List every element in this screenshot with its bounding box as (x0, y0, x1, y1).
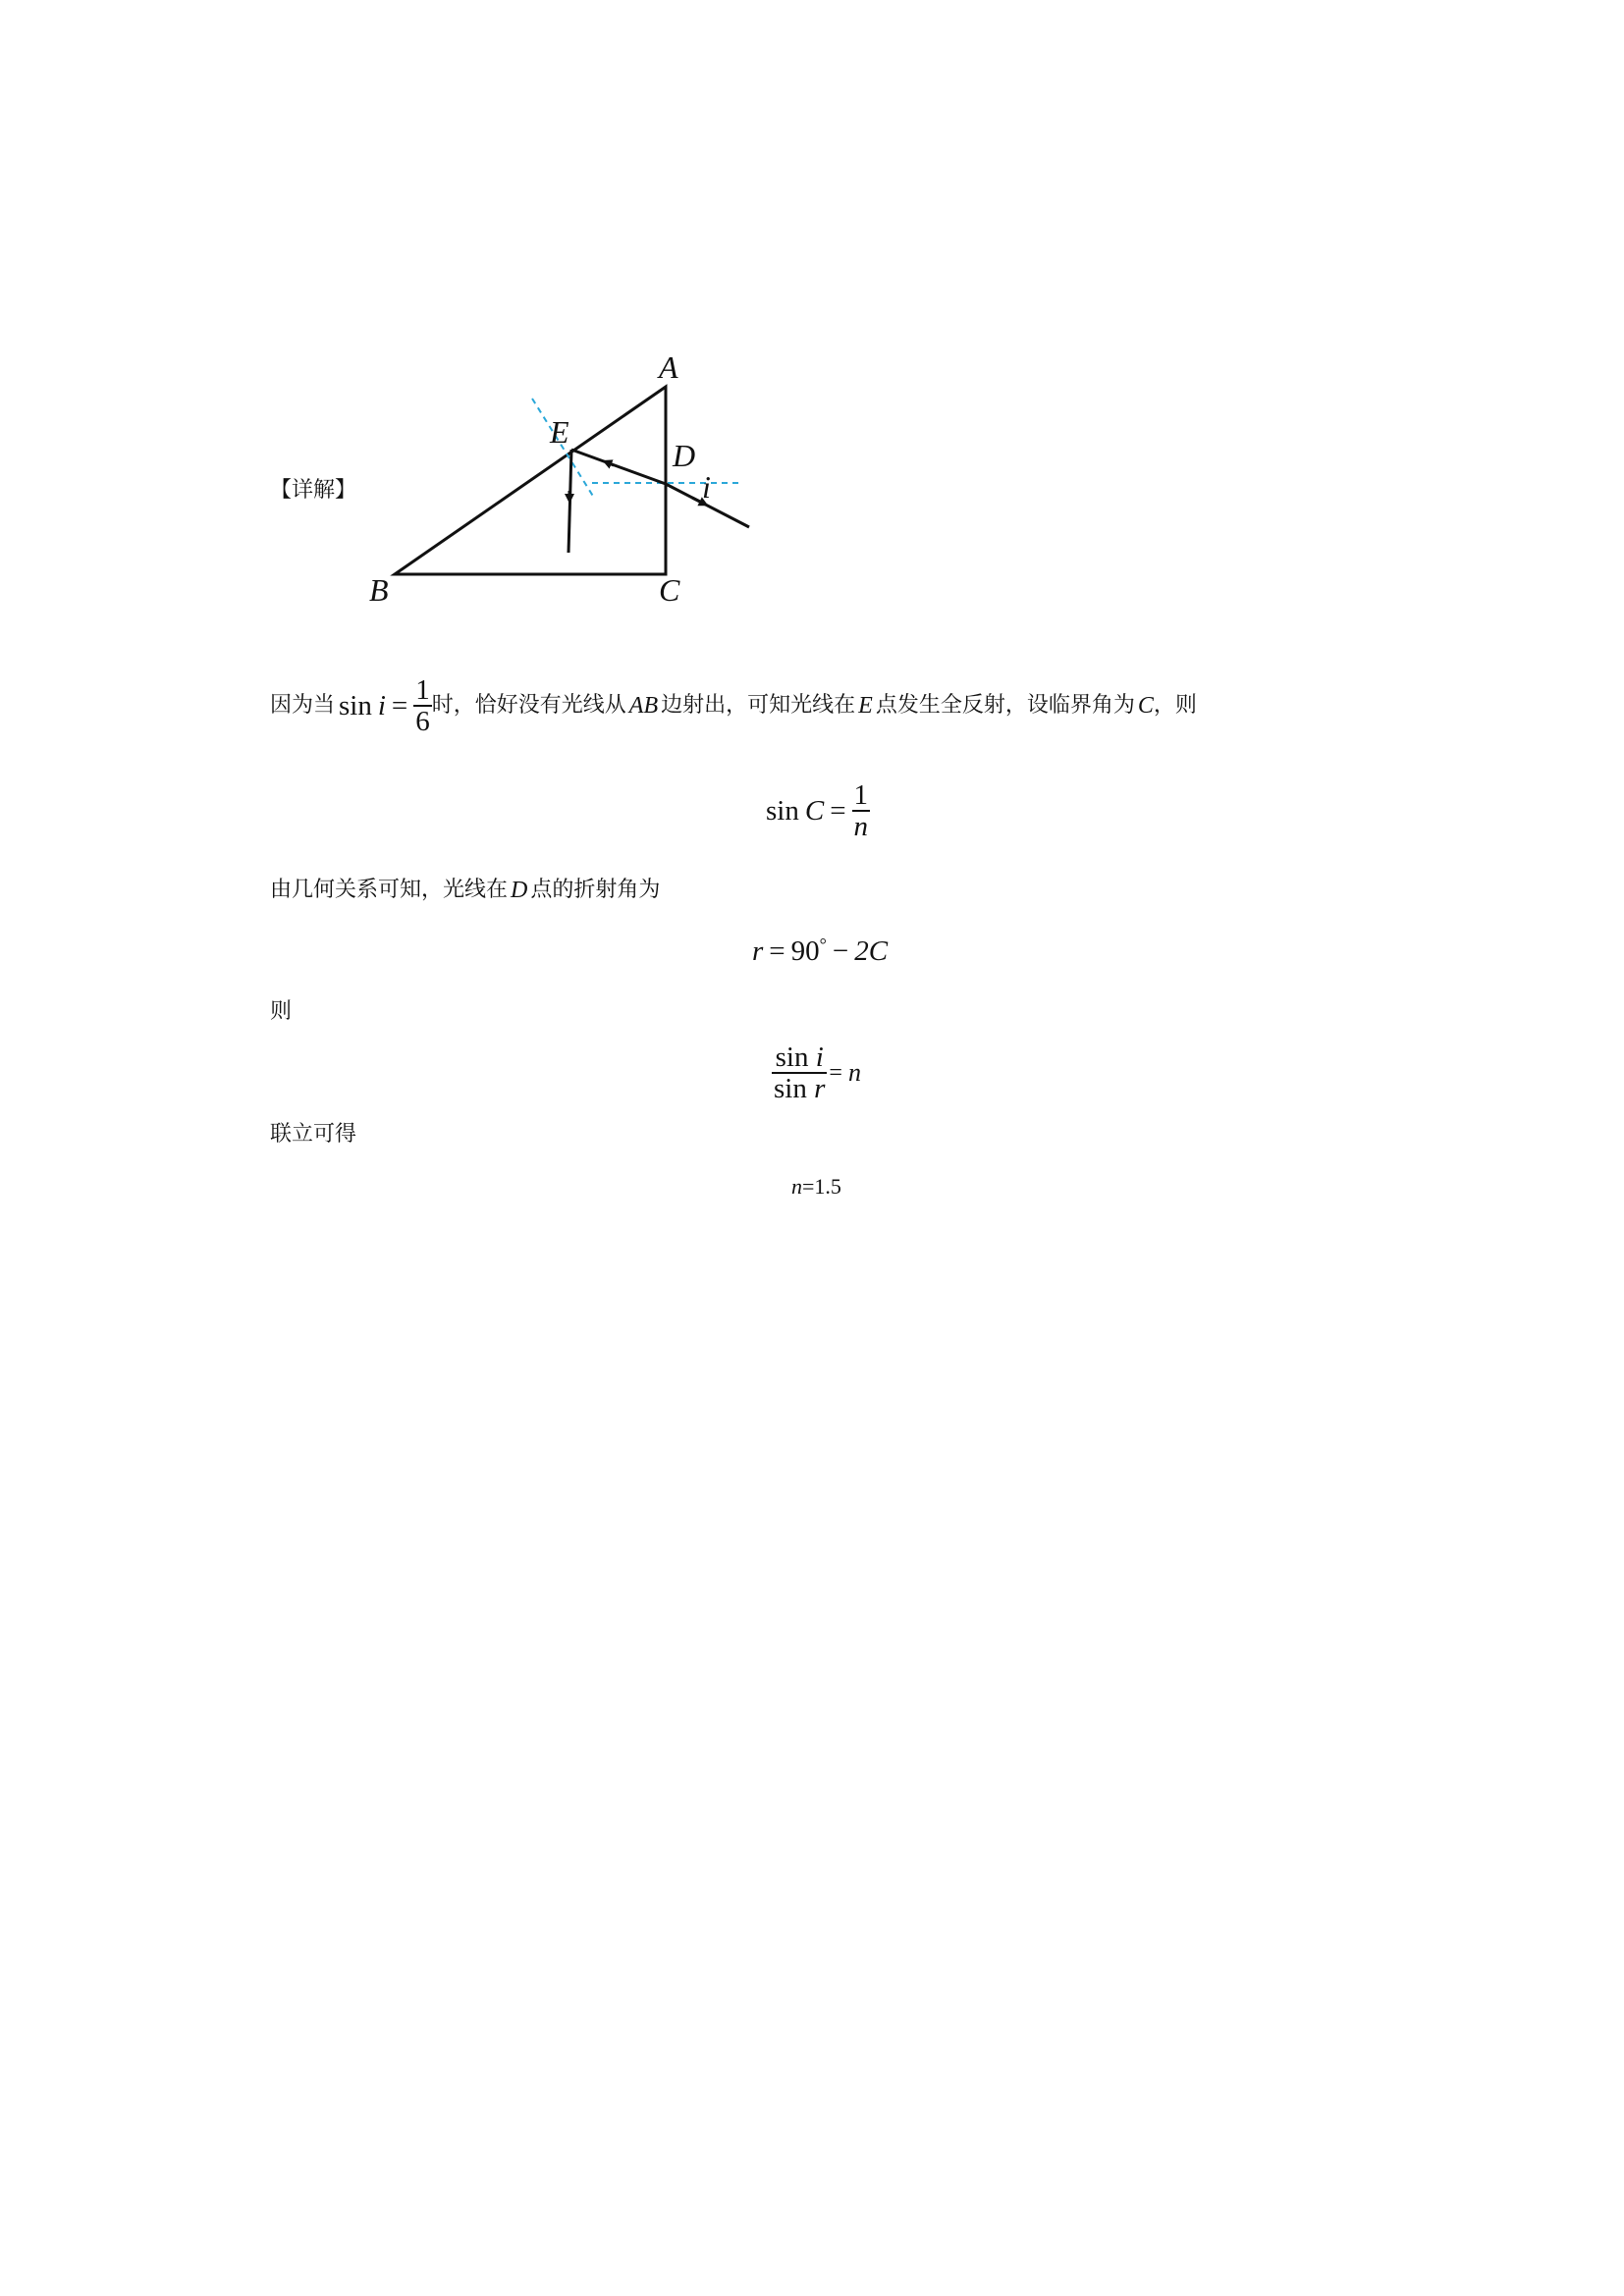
paragraph-4: 联立可得 (270, 1122, 357, 1147)
prism-triangle (395, 387, 666, 574)
point-label-d: D (673, 438, 696, 473)
equation-result: n =1.5 (791, 1174, 841, 1199)
vertex-label-b: B (369, 572, 389, 608)
refracted-ray (571, 450, 666, 484)
prism-ray-diagram (353, 344, 766, 614)
angle-label-i: i (702, 469, 711, 505)
refracted-ray-arrow (607, 462, 614, 465)
reflected-ray (568, 450, 571, 553)
paragraph-1: 因为当 sin i = $\frac{1}{6}$ 时，恰好没有光线从 AB 边射出，可知光线在 E 点发生全反射，设临界角为 C ，则 (270, 674, 1197, 738)
vertex-label-a: A (659, 349, 678, 385)
equation-snell-law: $\frac{\text{sin i}}{\text{sin r}}$ = n (774, 1041, 861, 1105)
paragraph-3: 则 (270, 999, 293, 1024)
fraction-one-sixth: $\frac{1}{6}$ (415, 674, 430, 738)
equation-critical-angle: sin C = $\frac{1}{n}$ (766, 779, 869, 843)
equation-refraction-angle: r = 90 ° − 2C (752, 934, 889, 967)
vertex-label-c: C (659, 572, 680, 608)
section-label: 【详解】 (270, 478, 357, 503)
point-label-e: E (550, 414, 569, 450)
fraction-sin-ratio: $\frac{\text{sin i}}{\text{sin r}}$ (774, 1041, 826, 1105)
paragraph-2: 由几何关系可知，光线在 D 点的折射角为 (270, 878, 661, 903)
fraction-one-over-n: $\frac{1}{n}$ (853, 779, 869, 843)
